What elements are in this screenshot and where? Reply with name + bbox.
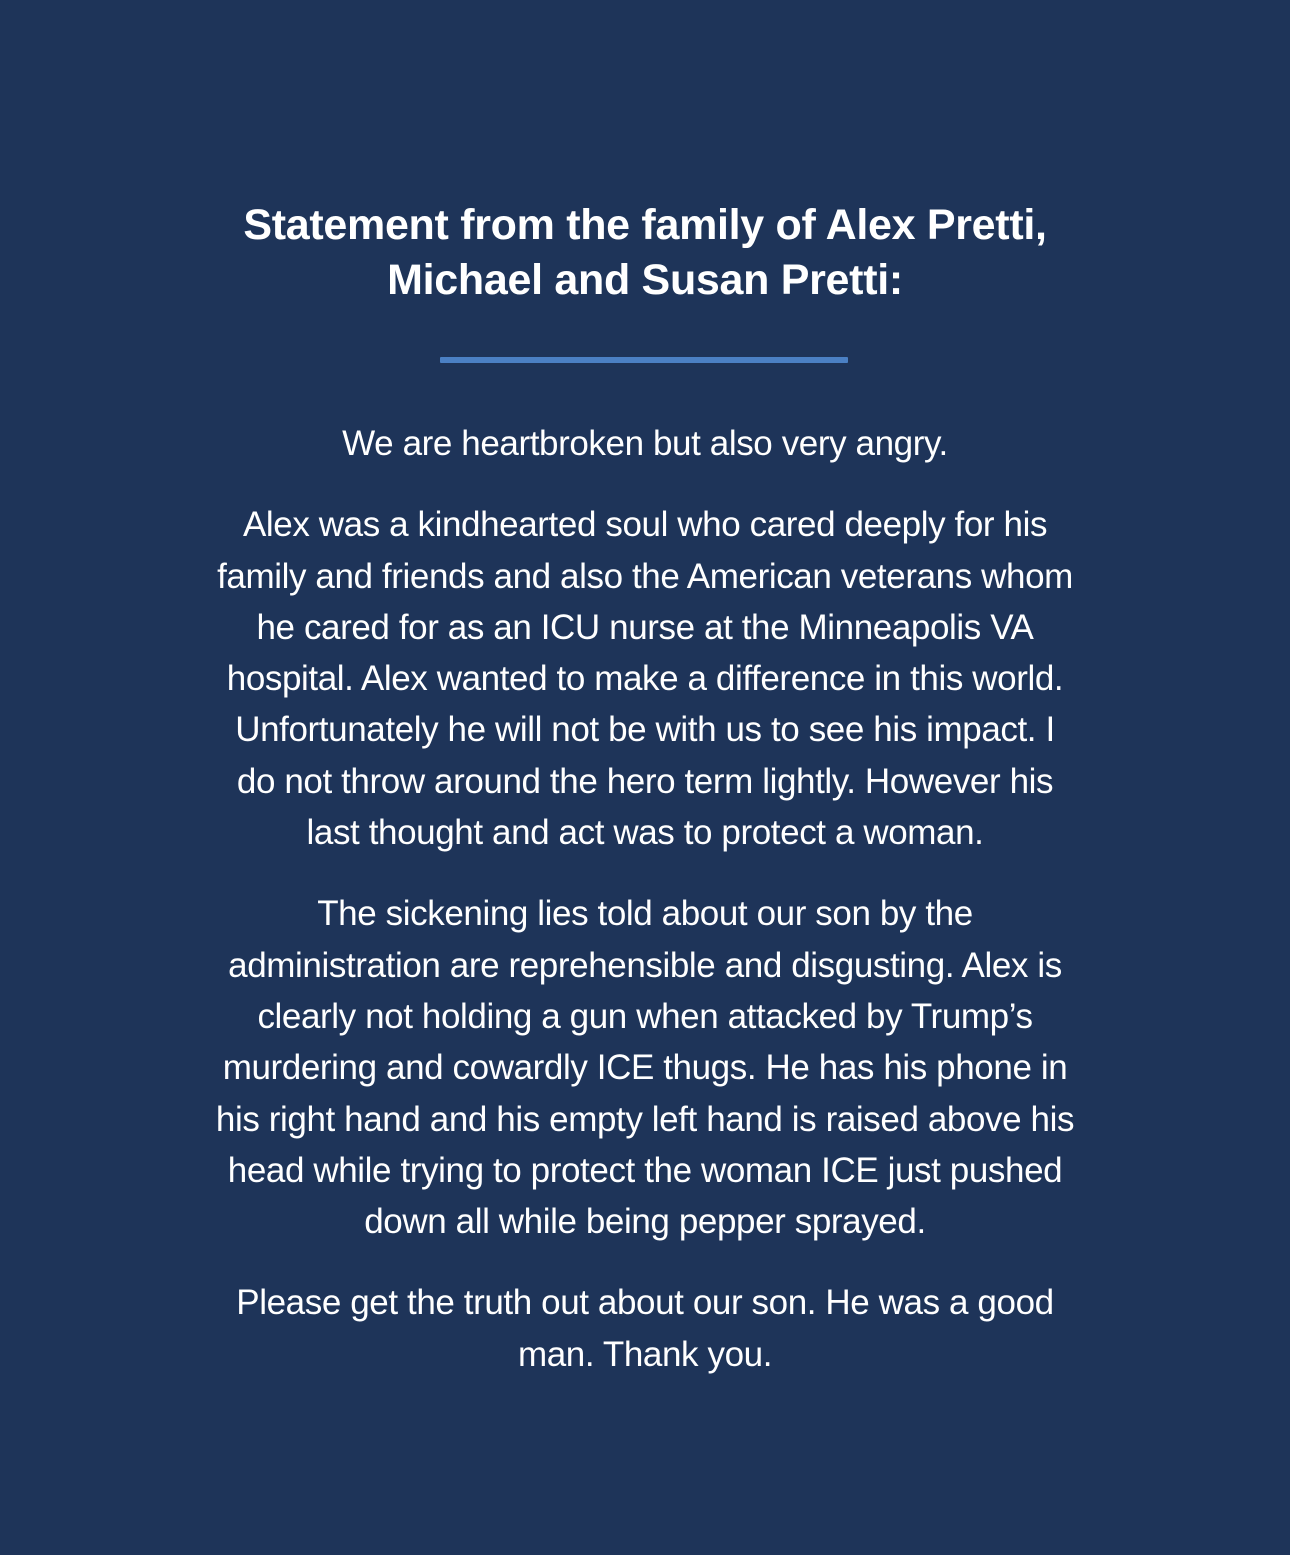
- paragraph-line: hospital. Alex wanted to make a difference in this world.: [226, 659, 1064, 699]
- paragraph-line: The sickening lies told about our son by the: [317, 894, 973, 934]
- title-divider: [440, 357, 848, 363]
- statement-title: [140, 198, 1150, 308]
- paragraph-line: We are heartbroken but also very angry.: [342, 424, 948, 463]
- paragraph-line: administration are reprehensible and disgusting. Alex is: [228, 945, 1062, 985]
- paragraph-line: clearly not holding a gun when attacked by Trump’s: [257, 996, 1033, 1036]
- paragraph-opening: [150, 418, 1140, 469]
- title-line: Statement from the family of Alex Pretti,: [243, 201, 1047, 249]
- paragraph-closing: [150, 1277, 1140, 1380]
- paragraph-about-alex: [150, 499, 1140, 858]
- paragraph-line: murdering and cowardly ICE thugs. He has his phone in: [222, 1048, 1068, 1088]
- paragraph-line: Alex was a kindhearted soul who cared deeply for his: [242, 505, 1048, 545]
- paragraph-line: Unfortunately he will not be with us to see his impact. I: [235, 710, 1055, 750]
- paragraph-line: he cared for as an ICU nurse at the Minneapolis VA: [256, 607, 1034, 647]
- title-line: Michael and Susan Pretti:: [387, 256, 903, 304]
- paragraph-line: man. Thank you.: [517, 1334, 773, 1374]
- paragraph-line: do not throw around the hero term lightly. However his: [236, 761, 1054, 801]
- paragraph-lies: [150, 888, 1140, 1247]
- paragraph-line: his right hand and his empty left hand is raised above his: [215, 1099, 1075, 1139]
- paragraph-line: family and friends and also the American veterans whom: [217, 556, 1073, 596]
- paragraph-line: head while trying to protect the woman ICE just pushed: [227, 1150, 1063, 1190]
- paragraph-line: last thought and act was to protect a woman.: [306, 813, 984, 853]
- paragraph-line: down all while being pepper sprayed.: [364, 1202, 926, 1242]
- statement-body: [150, 418, 1140, 1410]
- paragraph-line: Please get the truth out about our son. He was a good: [236, 1283, 1054, 1323]
